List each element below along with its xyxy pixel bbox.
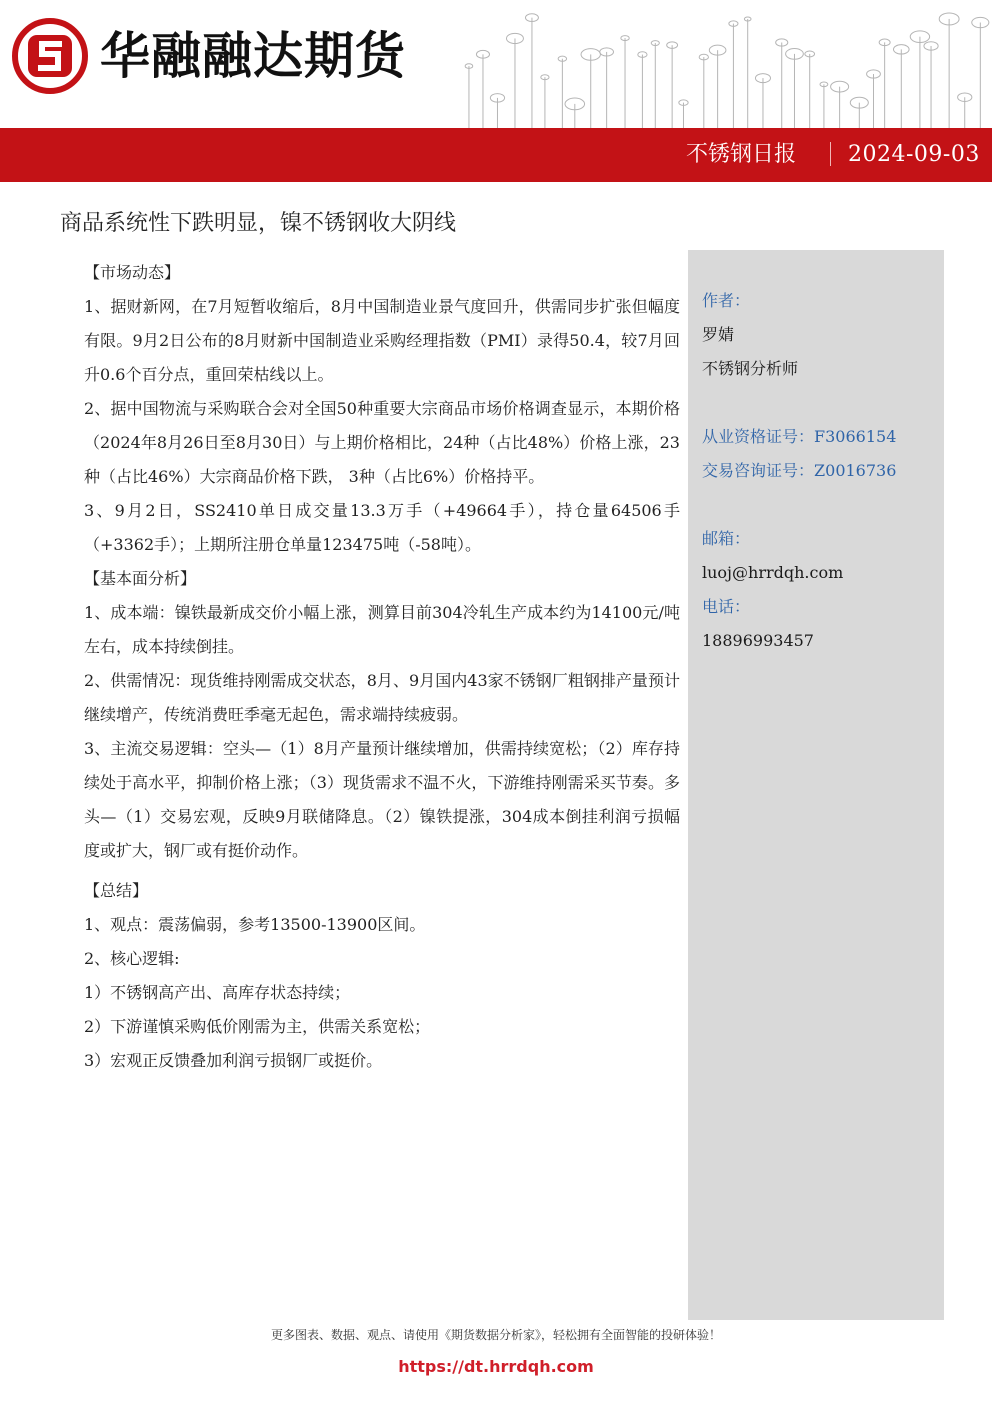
phone-number: 18896993457 <box>702 631 814 650</box>
header-decoration <box>456 0 992 128</box>
author-name: 罗婧 <box>702 325 735 344</box>
email-label: 邮箱： <box>702 529 751 548</box>
qualification-number: F3066154 <box>814 427 897 446</box>
paragraph: 3、主流交易逻辑：空头—（1）8月产量预计继续增加，供需持续宽松；（2）库存持续处于高水平，抑制价格上涨；（3）现货需求不温不火，下游维持刚需采买节奏。多头—（1）交易宏观，反映9月联储降息。（2）镍铁提涨，304成本倒挂利润亏损幅度或扩大，钢厂或有挺价动作。 <box>84 739 680 860</box>
section-market <box>84 256 680 562</box>
report-body <box>84 256 680 1078</box>
section-title: 【总结】 <box>84 881 149 900</box>
paragraph: 2、供需情况：现货维持刚需成交状态，8月、9月国内43家不锈钢厂粗钢排产量预计继续增产，传统消费旺季毫无起色，需求端持续疲弱。 <box>84 671 680 724</box>
qualification-label: 从业资格证号： <box>702 427 815 446</box>
author-label: 作者： <box>702 291 751 310</box>
band-divider <box>830 142 831 166</box>
paragraph: 1、成本端：镍铁最新成交价小幅上涨，测算目前304冷轧生产成本约为14100元/吨左右，成本持续倒挂。 <box>84 603 680 656</box>
company-logo-icon <box>12 18 88 94</box>
report-date: 2024-09-03 <box>848 142 980 167</box>
section-title: 【市场动态】 <box>84 263 181 282</box>
footer-url-link[interactable]: https://dt.hrrdqh.com <box>398 1357 594 1376</box>
paragraph: 2、核心逻辑: <box>84 949 180 968</box>
phone-label: 电话： <box>702 597 751 616</box>
paragraph: 3）宏观正反馈叠加利润亏损钢厂或挺价。 <box>84 1051 383 1070</box>
paragraph: 1、据财新网，在7月短暂收缩后，8月中国制造业景气度回升，供需同步扩张但幅度有限。9月2日公布的8月财新中国制造业采购经理指数（PMI）录得50.4，较7月回升0.6个百分点，重回荣枯线以上。 <box>84 297 680 384</box>
report-headline: 商品系统性下跌明显，镍不锈钢收大阴线 <box>60 211 457 236</box>
email-link[interactable]: luoj@hrrdqh.com <box>702 563 844 582</box>
brand-name: 华融融达期货 <box>100 27 406 85</box>
author-sidebar <box>688 250 944 1320</box>
section-summary <box>84 874 680 1078</box>
author-title: 不锈钢分析师 <box>702 359 799 378</box>
consulting-label: 交易咨询证号： <box>702 461 815 480</box>
footer-note: 更多图表、数据、观点、请使用《期货数据分析家》，轻松拥有全面智能的投研体验！ <box>270 1328 721 1342</box>
page-header <box>0 0 992 182</box>
section-fundamentals <box>84 562 680 868</box>
paragraph: 1）不锈钢高产出、高库存状态持续； <box>84 983 351 1002</box>
paragraph: 2）下游谨慎采购低价刚需为主，供需关系宽松； <box>84 1017 431 1036</box>
report-name: 不锈钢日报 <box>685 142 796 167</box>
paragraph: 2、据中国物流与采购联合会对全国50种重要大宗商品市场价格调查显示，本期价格（2024年8月26日至8月30日）与上期价格相比，24种（占比48%）价格上涨，23种（占比46%）大宗商品价格下跌， 3种（占比6%）价格持平。 <box>84 399 680 486</box>
paragraph: 1、观点：震荡偏弱，参考13500-13900区间。 <box>84 915 426 934</box>
paragraph: 3、9月2日，SS2410单日成交量13.3万手（+49664手），持仓量64506手（+3362手）；上期所注册仓单量123475吨（-58吨）。 <box>84 501 680 554</box>
section-title: 【基本面分析】 <box>84 569 197 588</box>
consulting-number: Z0016736 <box>814 461 897 480</box>
title-band <box>0 128 992 182</box>
